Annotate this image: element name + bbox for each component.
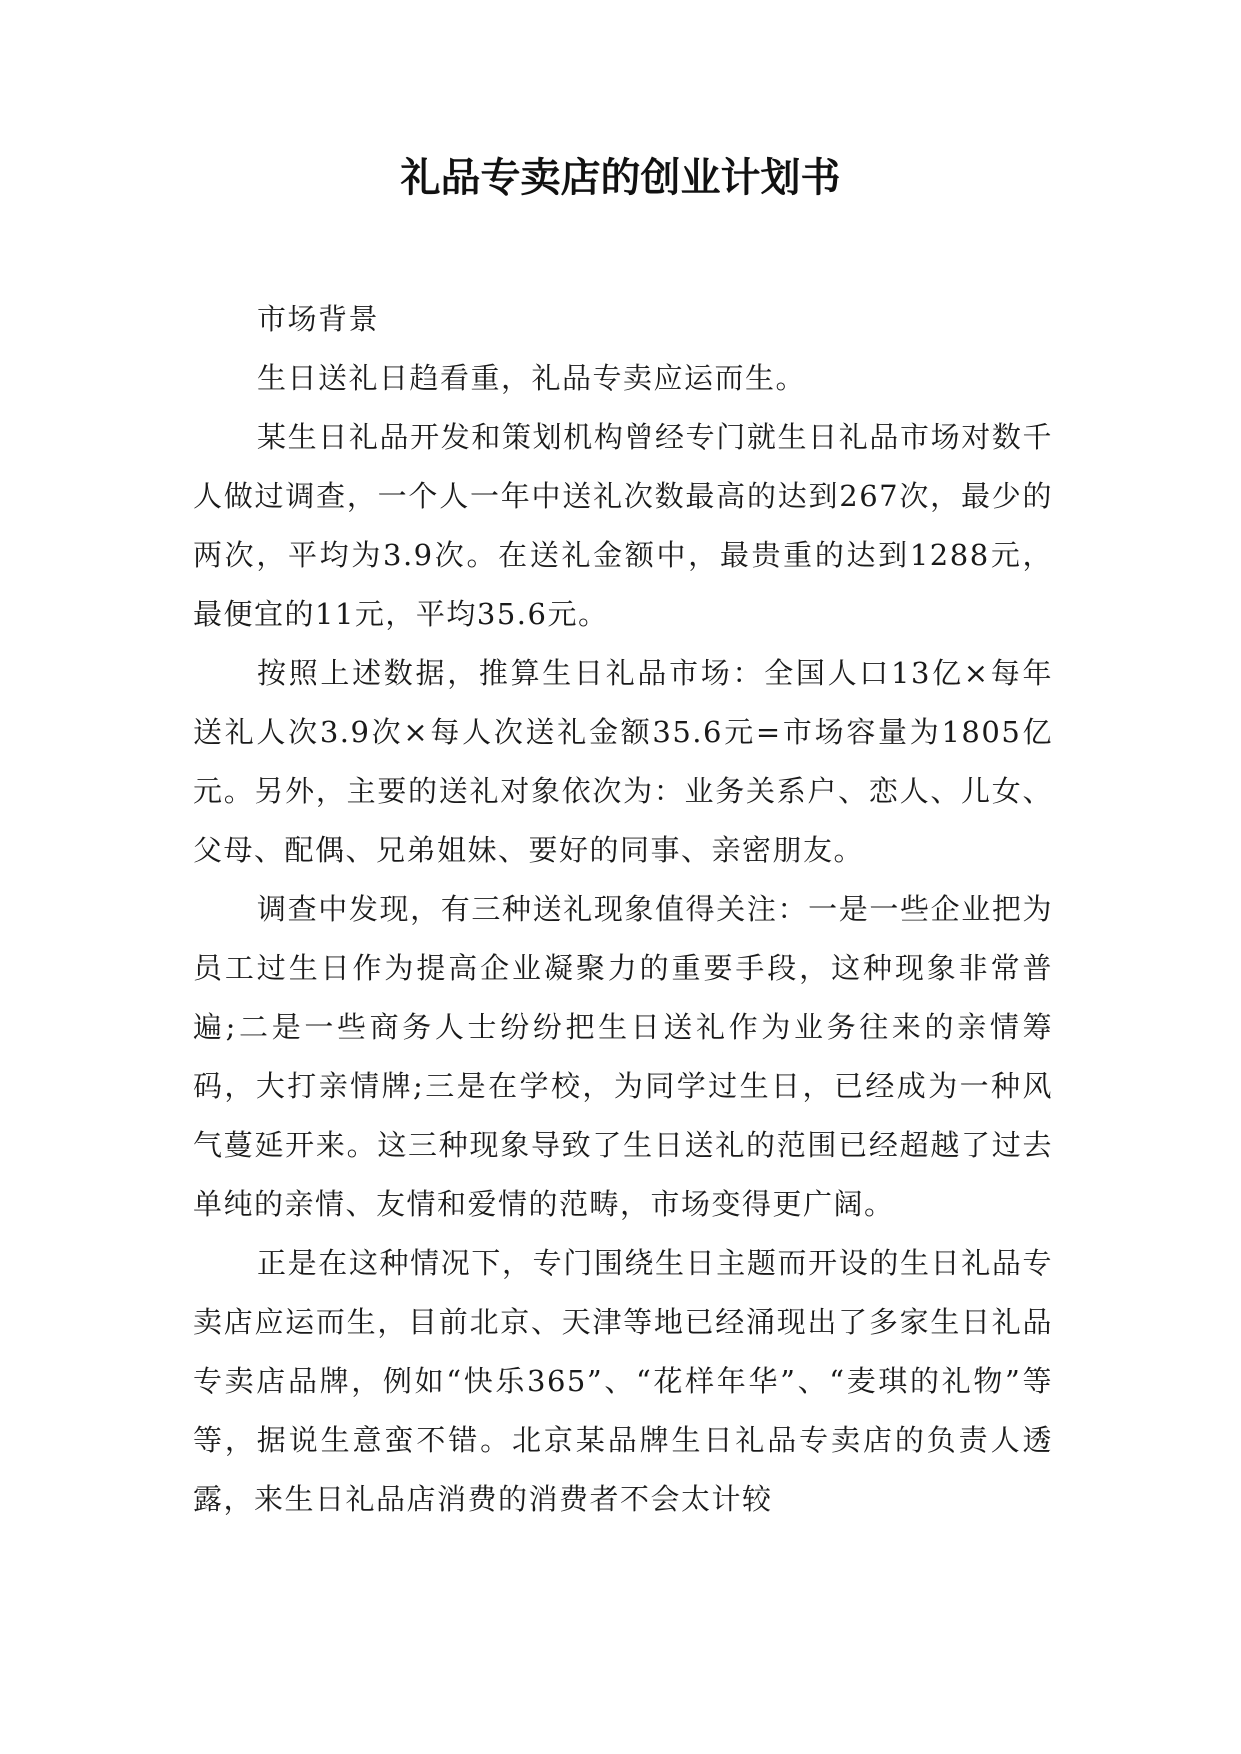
section-heading-market-background: 市场背景 bbox=[257, 302, 380, 336]
paragraph-intro: 生日送礼日趋看重，礼品专卖应运而生。 bbox=[257, 361, 807, 395]
paragraph-phenomena: 调查中发现，有三种送礼现象值得关注：一是一些企业把为员工过生日作为提高企业凝聚力的重要手段，这种现象非常普遍;二是一些商务人士纷纷把生日送礼作为业务往来的亲情筹码，大打亲情牌;三是在学校，为同学过生日，已经成为一种风气蔓延开来。这三种现象导致了生日送礼的范围已经超越了过去单纯的亲情、友情和爱情的范畴，市场变得更广阔。 bbox=[193, 892, 1053, 1221]
paragraph-survey: 某生日礼品开发和策划机构曾经专门就生日礼品市场对数千人做过调查，一个人一年中送礼次数最高的达到267次，最少的两次，平均为3.9次。在送礼金额中，最贵重的达到1288元，最便宜的11元，平均35.6元。 bbox=[193, 420, 1053, 631]
paragraph-market-estimate: 按照上述数据，推算生日礼品市场：全国人口13亿×每年送礼人次3.9次×每人次送礼金额35.6元=市场容量为1805亿元。另外，主要的送礼对象依次为：业务关系户、恋人、儿女、父母、配偶、兄弟姐妹、要好的同事、亲密朋友。 bbox=[193, 656, 1053, 867]
document-body bbox=[193, 290, 1053, 1529]
paragraph-specialty-stores: 正是在这种情况下，专门围绕生日主题而开设的生日礼品专卖店应运而生，目前北京、天津等地已经涌现出了多家生日礼品专卖店品牌，例如“快乐365”、“花样年华”、“麦琪的礼物”等等，据说生意蛮不错。北京某品牌生日礼品专卖店的负责人透露，来生日礼品店消费的消费者不会太计较 bbox=[193, 1246, 1053, 1516]
document-title: 礼品专卖店的创业计划书 bbox=[400, 155, 841, 201]
